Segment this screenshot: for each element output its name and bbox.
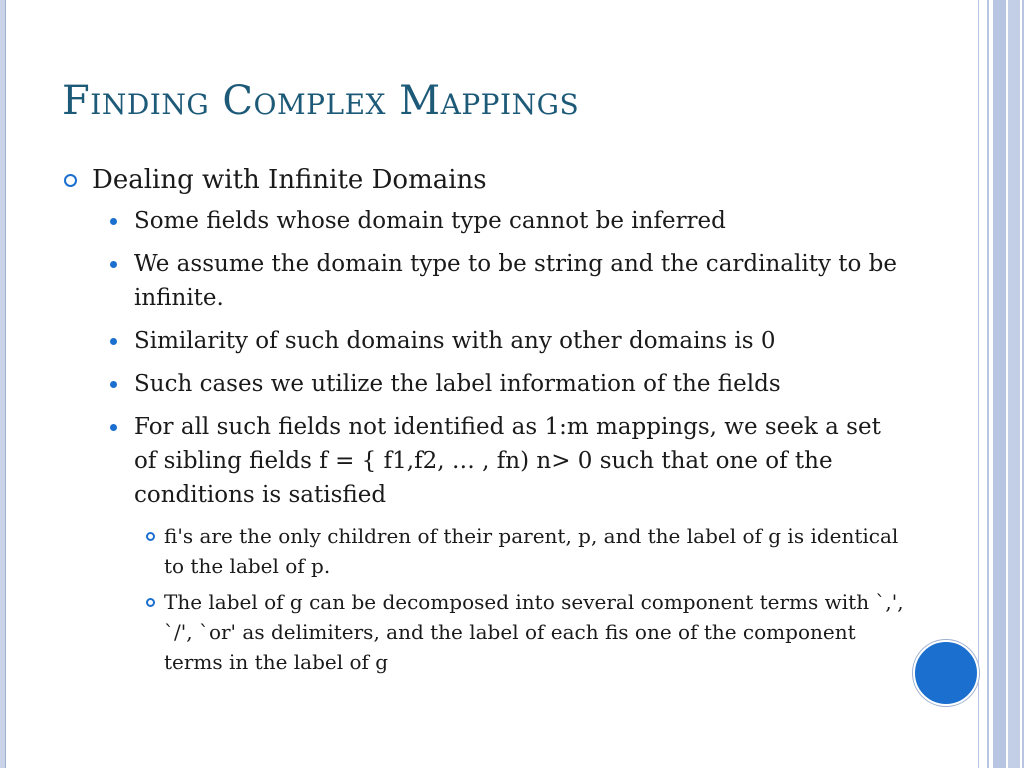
- small-hollow-circle-bullet-icon: [146, 532, 155, 541]
- bullet-level2: [108, 247, 904, 315]
- bullet-level2: [108, 410, 904, 512]
- bullet-level3-text: fi's are the only children of their parent, p, and the label of g is identical to the label of p.: [164, 524, 899, 578]
- slide-content: [64, 162, 904, 683]
- slide-title: Finding Complex Mappings: [62, 78, 580, 124]
- bullet-level3: [146, 521, 904, 581]
- bullet-level2-text: Similarity of such domains with any other domains is 0: [134, 328, 776, 354]
- bullet-level2: [108, 367, 904, 401]
- hollow-circle-bullet-icon: [64, 174, 77, 187]
- bullet-level3-text: The label of g can be decomposed into several component terms with `,', `/', `or' as delimiters, and the label of each fis one of the component terms in the label of g: [164, 590, 904, 674]
- right-frame-stripes: [976, 0, 1024, 768]
- bullet-level1: [64, 162, 904, 198]
- dot-bullet-icon: [110, 381, 117, 388]
- bullet-level2: [108, 324, 904, 358]
- bullet-level2-text: Some fields whose domain type cannot be inferred: [134, 208, 726, 234]
- dot-bullet-icon: [110, 261, 117, 268]
- bullet-level2-text: Such cases we utilize the label information of the fields: [134, 371, 781, 397]
- dot-bullet-icon: [110, 338, 117, 345]
- dot-bullet-icon: [110, 218, 117, 225]
- bullet-level2: [108, 204, 904, 238]
- bullet-level3: [146, 587, 904, 677]
- bullet-level2-text: We assume the domain type to be string and the cardinality to be infinite.: [134, 251, 897, 311]
- left-frame-border: [0, 0, 6, 768]
- bullet-level2-text: For all such fields not identified as 1:m mappings, we seek a set of sibling fields f = { f1,f2, … , fn) n> 0 such that one of the conditions is satisfied: [134, 414, 881, 508]
- decorative-circle: [913, 640, 979, 706]
- dot-bullet-icon: [110, 424, 117, 431]
- small-hollow-circle-bullet-icon: [146, 598, 155, 607]
- bullet-level1-text: Dealing with Infinite Domains: [92, 165, 487, 195]
